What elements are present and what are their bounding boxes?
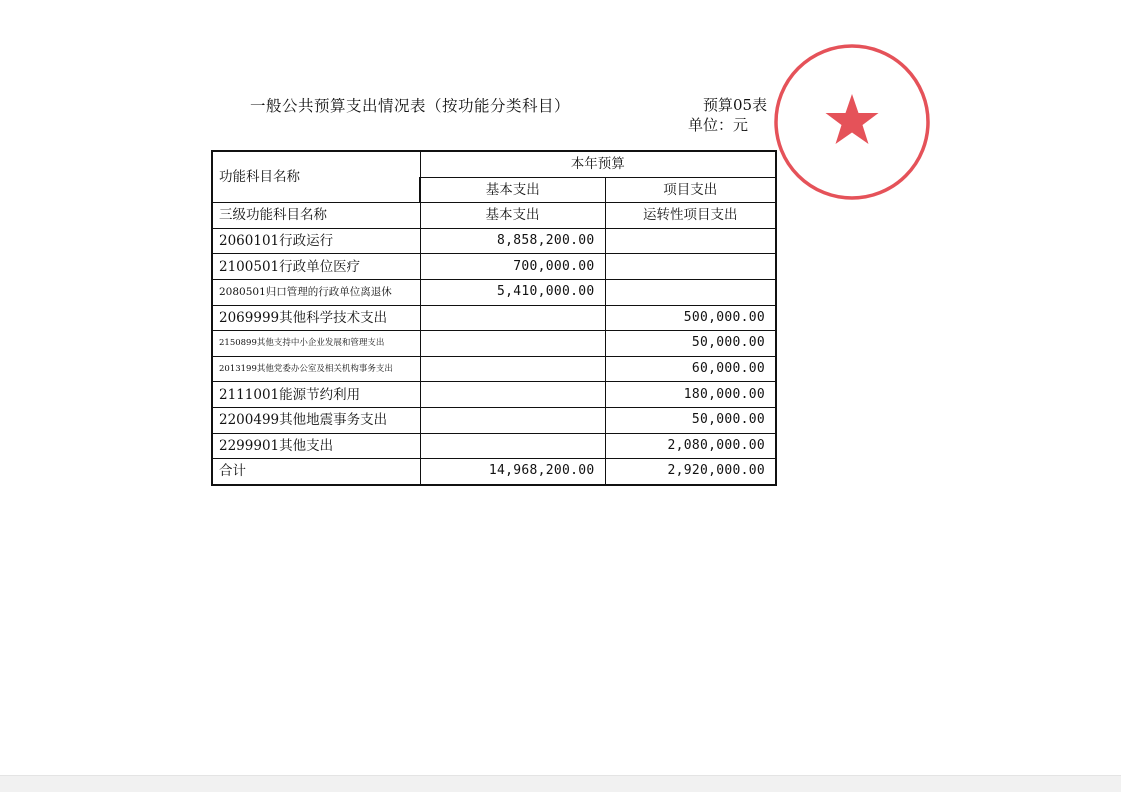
official-seal: [772, 42, 932, 202]
total-label: 合计: [212, 459, 420, 485]
header-basic-expense: 基本支出: [420, 177, 605, 203]
row-project: 50,000.00: [605, 407, 776, 433]
row-name: 2200499其他地震事务支出: [212, 407, 420, 433]
row-name: 2069999其他科学技术支出: [212, 305, 420, 331]
row-name: 2150899其他支持中小企业发展和管理支出: [212, 331, 420, 357]
row-project: [605, 279, 776, 305]
table-row: [212, 279, 776, 305]
row-basic: [420, 382, 605, 408]
total-basic: 14,968,200.00: [420, 459, 605, 485]
table-row: [212, 305, 776, 331]
header-project-expense: 项目支出: [605, 177, 776, 203]
row-name: 2299901其他支出: [212, 433, 420, 459]
table-row: [212, 228, 776, 254]
seal-star-icon: [826, 94, 879, 144]
header-level3-name: 三级功能科目名称: [212, 203, 420, 229]
header-function-name: 功能科目名称: [212, 151, 420, 203]
row-project: 60,000.00: [605, 356, 776, 382]
unit-label: 单位：元: [688, 116, 749, 134]
row-name: 2111001能源节约利用: [212, 382, 420, 408]
header-sub-basic: 基本支出: [420, 203, 605, 229]
header-row-1: [212, 151, 776, 177]
row-name: 2013199其他党委办公室及相关机构事务支出: [212, 356, 420, 382]
table-row: [212, 407, 776, 433]
total-project: 2,920,000.00: [605, 459, 776, 485]
row-basic: 5,410,000.00: [420, 279, 605, 305]
header-sub-operating-project: 运转性项目支出: [605, 203, 776, 229]
row-basic: [420, 407, 605, 433]
page-title: 一般公共预算支出情况表（按功能分类科目）: [250, 97, 571, 115]
table-row: [212, 356, 776, 382]
table-row: [212, 331, 776, 357]
table-row: [212, 382, 776, 408]
budget-table: [211, 150, 777, 486]
row-basic: [420, 305, 605, 331]
row-name: 2080501归口管理的行政单位离退休: [212, 279, 420, 305]
row-name: 2060101行政运行: [212, 228, 420, 254]
form-number: 预算05表: [703, 96, 768, 114]
row-project: 500,000.00: [605, 305, 776, 331]
total-row: [212, 459, 776, 485]
row-project: [605, 228, 776, 254]
row-project: [605, 254, 776, 280]
row-basic: [420, 433, 605, 459]
header-row-3: [212, 203, 776, 229]
row-project: 2,080,000.00: [605, 433, 776, 459]
row-basic: [420, 356, 605, 382]
table-row: [212, 254, 776, 280]
row-project: 50,000.00: [605, 331, 776, 357]
row-name: 2100501行政单位医疗: [212, 254, 420, 280]
row-basic: [420, 331, 605, 357]
row-basic: 8,858,200.00: [420, 228, 605, 254]
header-current-year-budget: 本年预算: [420, 151, 776, 177]
row-basic: 700,000.00: [420, 254, 605, 280]
table-row: [212, 433, 776, 459]
page-bottom-edge: [0, 775, 1121, 792]
row-project: 180,000.00: [605, 382, 776, 408]
